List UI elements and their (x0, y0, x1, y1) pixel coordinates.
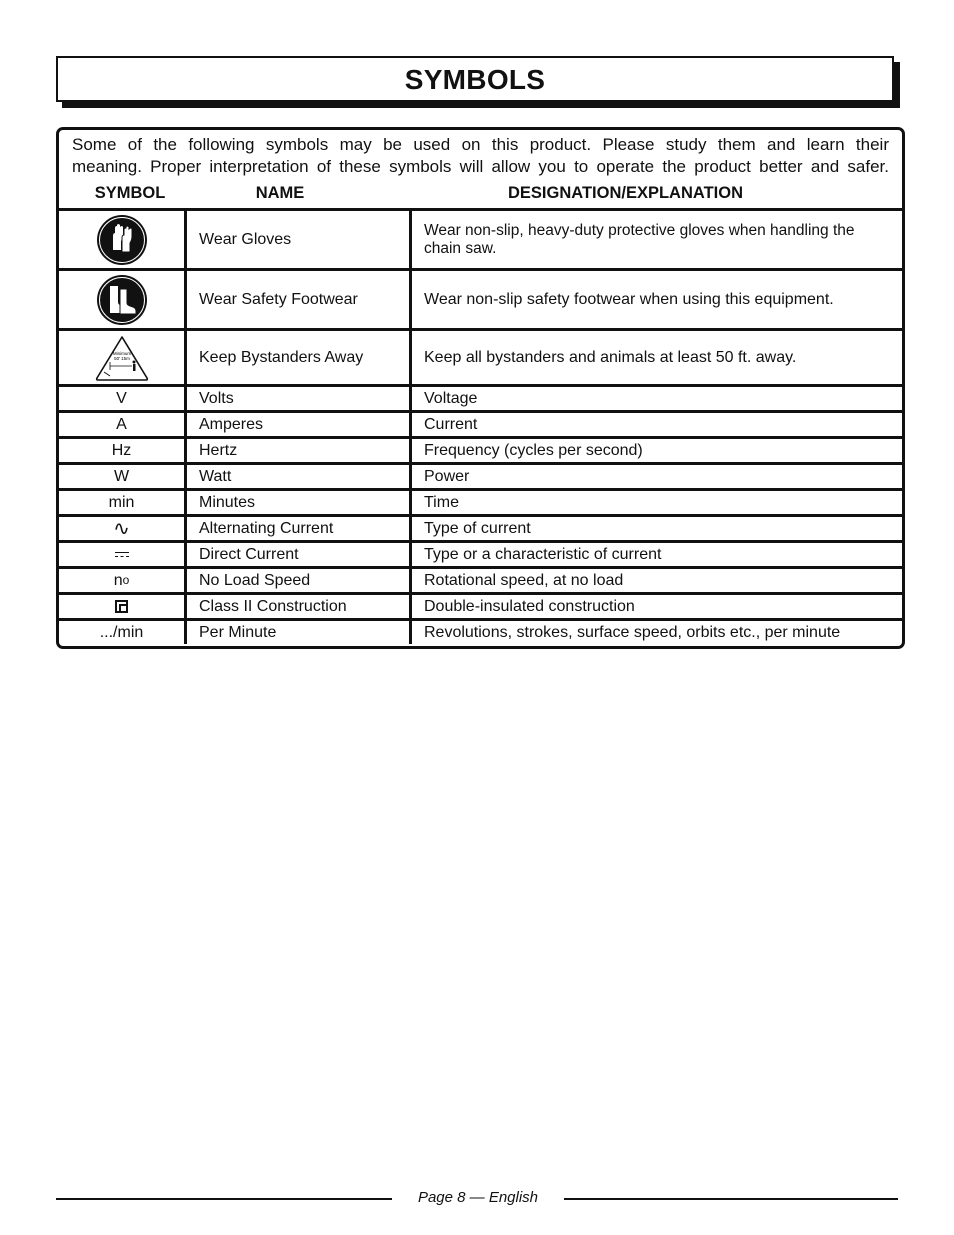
alternating-current-icon: ∿ (113, 517, 130, 540)
footer-rule-left (56, 1198, 392, 1200)
symbol-cell: A (59, 413, 187, 436)
name-cell: Direct Current (187, 543, 412, 566)
svg-text:Minimum: Minimum (112, 350, 131, 356)
name-cell: Hertz (187, 439, 412, 462)
name-cell: Alternating Current (187, 517, 412, 540)
page-footer (56, 1188, 898, 1208)
keep-bystanders-away-icon (94, 334, 150, 382)
intro-line-1: Some of the following symbols may be used on this product. Please study them and learn their (72, 135, 889, 154)
table-row (59, 436, 902, 462)
symbol-cell: .../min (59, 621, 187, 644)
wear-gloves-icon (96, 214, 148, 266)
table-row (59, 208, 902, 268)
symbol-cell: min (59, 491, 187, 514)
table-row (59, 410, 902, 436)
table-row (59, 488, 902, 514)
page-number: Page 8 — English (417, 1189, 539, 1206)
designation-cell: Double-insulated construction (424, 598, 635, 615)
designation-cell: Rotational speed, at no load (424, 572, 624, 589)
name-cell: Per Minute (187, 621, 412, 644)
header-symbol: SYMBOL (94, 183, 166, 202)
table-row (59, 462, 902, 488)
intro-line-2: meaning. Proper interpretation of these symbols will allow you to operate the product better and safer. (72, 157, 889, 176)
name-cell: Volts (187, 387, 412, 410)
designation-cell: Time (424, 494, 459, 511)
table-row (59, 328, 902, 384)
no-load-speed-subscript: o (122, 573, 130, 587)
table-row (59, 540, 902, 566)
name-cell: Wear Safety Footwear (187, 271, 412, 328)
symbol-cell (59, 517, 187, 540)
table-header (59, 178, 902, 208)
table-row (59, 566, 902, 592)
designation-cell: Current (424, 416, 478, 433)
symbol-cell: Hz (59, 439, 187, 462)
name-cell: Amperes (187, 413, 412, 436)
class-ii-construction-icon (115, 600, 128, 613)
page-title-box (56, 56, 894, 102)
name-cell: Keep Bystanders Away (187, 331, 412, 384)
table-row (59, 268, 902, 328)
designation-cell: Voltage (424, 390, 478, 407)
name-cell: Minutes (187, 491, 412, 514)
designation-cell: Keep all bystanders and animals at least 50 ft. away. (424, 348, 797, 366)
table-row (59, 618, 902, 644)
symbol-cell (59, 211, 187, 268)
designation-cell: Frequency (cycles per second) (424, 442, 643, 459)
symbols-table (56, 127, 905, 649)
designation-cell: Revolutions, strokes, surface speed, orbits etc., per minute (424, 624, 841, 641)
name-cell: Wear Gloves (187, 211, 412, 268)
table-row (59, 384, 902, 410)
symbol-cell (59, 543, 187, 566)
symbol-cell (59, 331, 187, 384)
designation-cell: Power (424, 468, 470, 485)
designation-cell: Type of current (424, 520, 531, 537)
header-designation: DESIGNATION/EXPLANATION (508, 183, 743, 202)
symbol-cell (59, 595, 187, 618)
safety-footwear-icon (96, 274, 148, 326)
symbol-cell (59, 271, 187, 328)
symbol-cell: V (59, 387, 187, 410)
footer-rule-right (564, 1198, 898, 1200)
name-cell: Watt (187, 465, 412, 488)
name-cell: Class II Construction (187, 595, 412, 618)
designation-cell: Wear non-slip, heavy-duty protective gloves when handling the chain saw. (424, 221, 855, 257)
table-row (59, 514, 902, 540)
table-row (59, 592, 902, 618)
designation-cell: Wear non-slip safety footwear when using this equipment. (424, 290, 834, 308)
intro-paragraph (59, 130, 902, 178)
direct-current-icon (115, 552, 129, 558)
page-title: SYMBOLS (404, 64, 546, 95)
no-load-speed-symbol: n (113, 572, 123, 589)
designation-cell: Type or a characteristic of current (424, 546, 662, 563)
name-cell: No Load Speed (187, 569, 412, 592)
symbol-cell (59, 569, 187, 592)
header-name: NAME (255, 183, 305, 202)
svg-text:50' 15m: 50' 15m (113, 355, 130, 361)
symbol-cell: W (59, 465, 187, 488)
